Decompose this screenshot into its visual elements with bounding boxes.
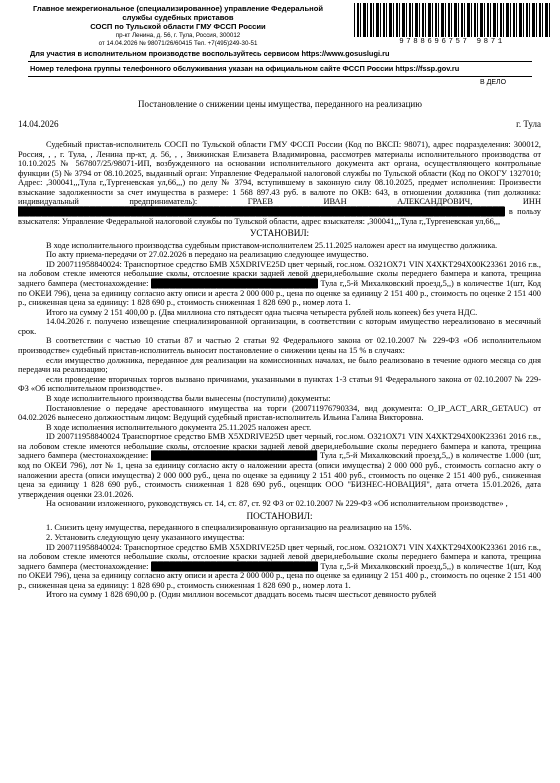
- barcode-image: [354, 3, 550, 37]
- redacted-block: ████████████████████████████: [151, 279, 318, 288]
- redacted-block: ████████████████████████████: [151, 451, 318, 461]
- barcode-number: 9788696757 9871: [399, 38, 505, 46]
- property-paragraph: [18, 543, 541, 591]
- paragraph: В ходе исполнительного производства были вынесены (поступили) документы:: [46, 393, 331, 403]
- divider: [28, 61, 532, 62]
- document-title: Постановление о снижении цены имущества, переданного на реализацию: [138, 99, 422, 109]
- gosuslugi-notice: Для участия в исполнительном производстве воспользуйтесь сервисом https://www.gosuslugi.ru: [30, 49, 390, 58]
- property-text: ID 200711958840024: Транспортное средство БМВ X5XDRIVE25D цвет черный, гос.ном. О321ОХ71 VIN X4XKT294X00K23361 2016 г.в., на лобовом стекле имеются небольшие сколы, отслоение краски задней левой двери,небольшие сколы переднего бампера и капота, трещина заднего бампера (местонахождение:: [18, 259, 541, 288]
- document-date: 14.04.2026: [18, 119, 59, 129]
- paragraph: Итого на сумму 1 828 690,00 р. (Один миллион восемьсот двадцать восемь тысяч шестьсот девяносто рублей: [46, 590, 437, 600]
- property-text: Тула г,,5-й Михалковский проезд,5,,) в количестве 1(шт, Код по ОКЕИ 796), цена за единицу согласно акту описи и ареста 2 000 000 р., цена по оценке за единицу 2 151 400 р., стоимость по оценке 2 151 400 р., сниженная цена за единицу: 1 828 690 р., стоимость сниженная 1 828 690 р., номер лота 1.: [18, 279, 542, 308]
- intro-tail-text: в пользу взыскателя: Управление Федеральной налоговой службы по Тульской области, адрес взыскателя: ,300041,,,Тула г,,Тургеневская ул,66,,,: [18, 207, 541, 226]
- property-text: ID 200711958840024 Транспортное средство БМВ X5XDRIVE25D цвет черный, гос.ном. О321ОХ71 VIN X4XKT294X00K23361 2016 г.в., на лобовом стекле имеются небольшие сколы, отслоение краски задней левой двери,небольшие сколы переднего бампера и капота, трещина заднего бампера (местонахождение:: [18, 432, 541, 461]
- intro-text: Судебный пристав-исполнитель СОСП по Тульской области ГМУ ФССП России (Код по ВКСП: 98071), адрес подразделения: 300012, Россия, , , г. Тула, , Ленина пр-кт, д. 56, , , Звижинская Елизавета Владимировна, рассмотрев материалы исполнительного производства от 10.10.2025 № 567807/25/98071-ИП, возбужденного на основании исполнительного документа акт органа, осуществляющего контрольные функции (5) № 3794 от 08.10.2025, выданный орган: Управление Федеральной налоговой службы по Тульской области (Код по ОКОГУ 1327010; Адрес: ,300041,,,Тула г,,Тургеневская ул,66,,,) по делу № 3794, вступившему в законную силу 08.10.2025, предмет исполнения: Произвести взыскание задолженности за счет имущества в размере: 1 568 897.43 руб. в валюте по ОКВ: 643, в отношении должника (тип должника: индивидуальный предприниматель): ГРАЕВ ИВАН АЛЕКСАНДРОВИЧ, ИНН: [18, 140, 541, 207]
- property-paragraph: [18, 432, 541, 499]
- section-heading-ustanovil: УСТАНОВИЛ:: [249, 228, 310, 239]
- organization-address: [28, 32, 328, 48]
- filing-stamp: В ДЕЛО: [480, 79, 507, 86]
- document-header: [0, 0, 560, 86]
- intro-paragraph: [18, 140, 541, 226]
- property-paragraph: [18, 260, 541, 308]
- paragraph: На основании изложенного, руководствуясь ст. 14, ст. 87, ст. 92 ФЗ от 02.10.2007 № 229-ФЗ «Об исполнительном производстве» ,: [46, 499, 508, 509]
- redacted-block: ██████████████████████████████████████████████████████████████████████████████████: [18, 207, 505, 217]
- property-text: Тула г,,5-й Михалковский проезд,5,,) в количестве 1.000 (шт, код по ОКЕИ 796), лот № 1, цена за единицу согласно акту о наложении ареста (описи имущества) 2 000 000 руб., стоимость согласно акту о наложении ареста (описи имущества) 2 000 000 руб., цена по оценке за единицу 2 151 400 руб., стоимость по оценке 2 151 400 руб., сниженная цена за единицу 1 828 690 руб., стоимость сниженная 1 828 690 руб., оценщик ООО "БИЗНЕС-НОВАЦИЯ", дата отчета 15.01.2026, дата утверждения оценки 23.01.2026.: [18, 451, 541, 499]
- phone-notice: Номер телефона группы телефонного обслуживания указан на официальном сайте ФССП России https://fssp.gov.ru: [30, 64, 460, 73]
- paragraph: если проведение вторичных торгов вызвано причинами, указанными в пунктах 1-3 статьи 91 Федерального закона от 02.10.2007 № 229-ФЗ «Об исполнительном производстве».: [18, 374, 541, 394]
- property-text: ID 200711958840024: Транспортное средство БМВ X5XDRIVE25D цвет черный, гос.ном. О321ОХ71 VIN X4XKT294X00K23361 2016 г.в., на лобовом стекле имеются небольшие сколы, отслоение краски задней левой двери,небольшие сколы переднего бампера и капота, трещина заднего бампера (местонахождение:: [18, 542, 541, 571]
- org-line: СОСП по Тульской области ГМУ ФССП России: [90, 21, 266, 31]
- property-text: Тула г,,5-й Михалковский проезд,5,,) в количестве 1(шт, Код по ОКЕИ 796), цена за единицу согласно акту описи и ареста 2 000 000 р., цена по оценке за единицу 2 151 400 р., стоимость по оценке 2 151 400 р., сниженная цена за единицу: 1 828 690 р., стоимость сниженная 1 828 690 р., номер лота 1.: [18, 561, 542, 590]
- divider: [28, 76, 532, 77]
- paragraph: В соответствии с частью 10 статьи 87 и частью 2 статьи 92 Федерального закона от 02.10.2007 № 229-ФЗ «Об исполнительном производстве» судебный пристав-исполнитель выносит постановление о снижении цены на 15 % в случаях:: [18, 336, 541, 356]
- redacted-block: ████████████████████████████: [151, 561, 318, 571]
- paragraph: По акту приема-передачи от 27.02.2026 в передано на реализацию следующее имущество.: [46, 250, 369, 260]
- reference-line: от 14.04.2026 № 98071/26/60415 Тел. +7(495)249-30-51: [98, 39, 258, 47]
- issuing-organization: [28, 5, 328, 32]
- resolution-item: 1. Снизить цену имущества, переданного в специализированную организацию на реализацию на 15%.: [46, 523, 412, 533]
- org-line: Главное межрегиональное (специализированное) управление Федеральной: [32, 4, 324, 13]
- document-body: [18, 140, 541, 600]
- document-city: г. Тула: [516, 119, 541, 129]
- paragraph: Итого на сумму 2 151 400,00 р. (Два миллиона сто пятьдесят одна тысяча четыреста рублей ноль копеек) без учета НДС.: [46, 307, 478, 317]
- paragraph: 14.04.2026 г. получено извещение специализированной организации, в соответствии с которым имущество нереализовано в месячный срок.: [18, 317, 541, 336]
- paragraph: В ходе исполнительного производства судебным приставом-исполнителем 25.11.2025 наложен арест на имущество должника.: [46, 240, 498, 250]
- paragraph: Постановление о передаче арестованного имущества на торги (200711976790334, вид документа: O_IP_ACT_ARR_GETAUC) от 04.02.2026 вынесено должностным лицом: Ведущий судебный пристав-исполнитель Ильина Галина Викторовна.: [18, 403, 541, 423]
- section-heading-postanovil: ПОСТАНОВИЛ:: [246, 510, 313, 521]
- paragraph: если имущество должника, переданное для реализации на комиссионных началах, не было реализовано в течение одного месяца со дня передачи на реализацию;: [18, 355, 541, 375]
- org-line: службы судебных приставов: [122, 12, 234, 22]
- paragraph: В ходе исполнения исполнительного документа 25.11.2025 наложен арест.: [46, 422, 312, 432]
- address-line: пр-кт Ленина, д. 56, г. Тула, Россия, 300012: [115, 32, 241, 39]
- resolution-item: 2. Установить следующую цену указанного имущества:: [46, 532, 245, 542]
